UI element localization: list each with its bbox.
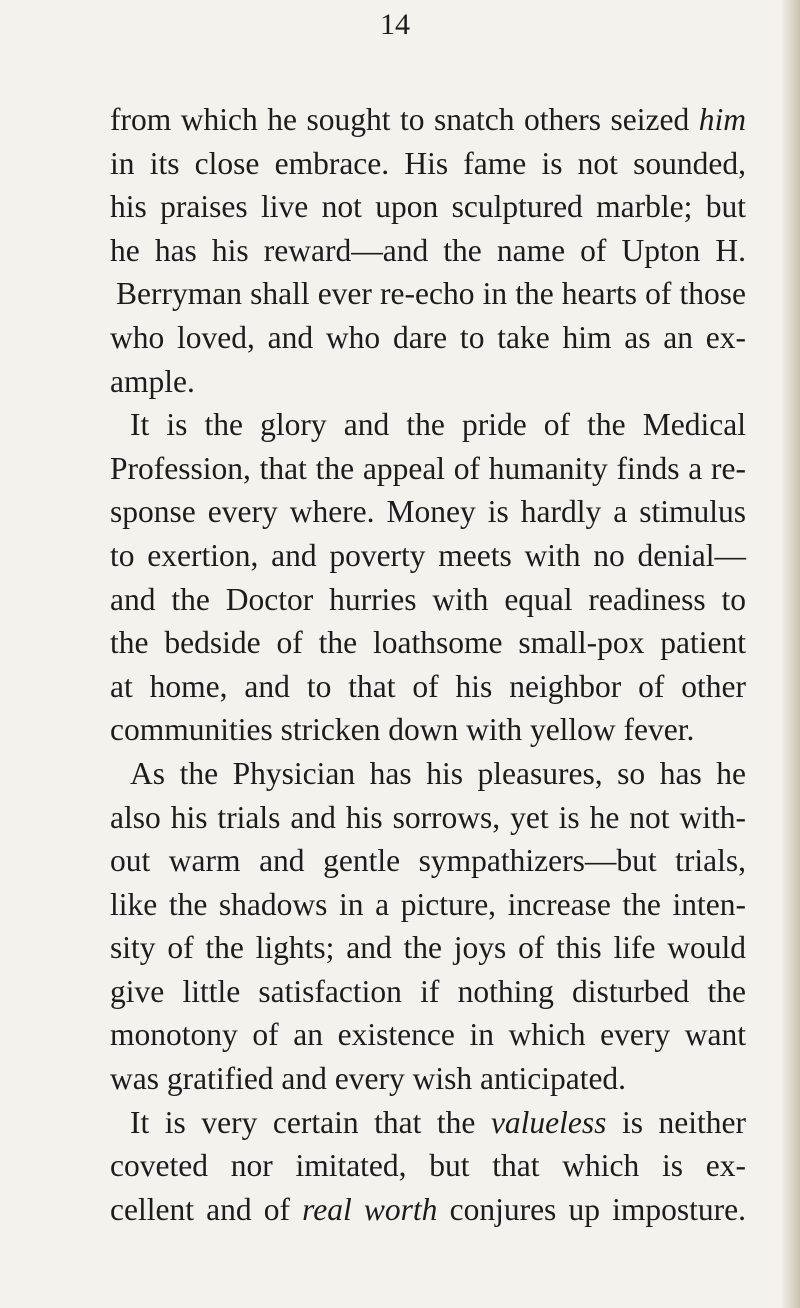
text-line <box>110 883 746 927</box>
text-segment: give little satisfaction if nothing disturbed the <box>110 973 746 1009</box>
text-line <box>110 1188 746 1232</box>
text-segment: was gratified and every wish anticipated. <box>110 1061 627 1097</box>
text-segment: sponse every where. Money is hardly a stimulus <box>110 494 746 530</box>
text-line <box>110 403 746 447</box>
text-line <box>110 926 746 970</box>
page-edge-shadow <box>782 0 800 1308</box>
text-segment: Berryman shall ever re-echo in the hearts of those <box>116 276 746 312</box>
text-line <box>110 272 746 316</box>
text-segment: coveted nor imitated, but that which is ex- <box>110 1148 746 1184</box>
text-segment: also his trials and his sorrows, yet is he not with- <box>110 799 746 835</box>
text-line <box>110 970 746 1014</box>
text-line <box>110 665 746 709</box>
text-line <box>110 490 746 534</box>
text-line <box>110 1013 746 1057</box>
text-segment: sity of the lights; and the joys of this life would <box>110 930 746 966</box>
text-line <box>110 98 746 142</box>
text-segment: As the Physician has his pleasures, so has he <box>130 755 746 791</box>
body-text <box>110 98 746 1231</box>
text-segment: at home, and to that of his neighbor of other <box>110 668 746 704</box>
text-segment: like the shadows in a picture, increase the inten- <box>110 886 746 922</box>
italic-text: valueless <box>490 1104 607 1140</box>
text-line <box>110 578 746 622</box>
text-line <box>110 316 746 360</box>
text-segment: who loved, and who dare to take him as an ex- <box>110 319 746 355</box>
text-segment: communities stricken down with yellow fever. <box>110 712 695 748</box>
text-line <box>110 1057 746 1101</box>
text-segment: Profession, that the appeal of humanity finds a re- <box>110 450 746 486</box>
text-segment: It is the glory and the pride of the Medical <box>130 407 746 443</box>
text-segment: his praises live not upon sculptured marble; but <box>110 189 746 225</box>
text-segment: in its close embrace. His fame is not sounded, <box>110 145 746 181</box>
text-line <box>110 360 746 404</box>
text-segment: cellent and of <box>110 1191 303 1227</box>
text-segment: he has his reward—and the name of Upton H. <box>110 232 746 268</box>
text-line <box>110 708 746 752</box>
text-line <box>110 621 746 665</box>
text-segment: from which he sought to snatch others seized <box>110 102 699 137</box>
text-segment: It is very certain that the <box>130 1104 491 1140</box>
italic-text: him <box>698 102 746 137</box>
text-segment: is neither <box>606 1104 746 1140</box>
italic-text: real worth <box>302 1191 438 1227</box>
text-line <box>110 142 746 186</box>
text-segment: the bedside of the loathsome small-pox patient <box>110 625 746 661</box>
text-segment: monotony of an existence in which every want <box>110 1017 746 1053</box>
page-number: 14 <box>380 8 410 41</box>
text-line <box>110 534 746 578</box>
text-segment: ample. <box>110 363 195 399</box>
text-segment: out warm and gentle sympathizers—but trials, <box>110 843 746 879</box>
text-segment: and the Doctor hurries with equal readiness to <box>110 581 746 617</box>
text-line <box>110 1101 746 1145</box>
text-line <box>110 839 746 883</box>
text-segment: to exertion, and poverty meets with no denial— <box>110 537 746 573</box>
text-line <box>110 185 746 229</box>
text-line <box>110 229 746 273</box>
text-line <box>110 1144 746 1188</box>
text-segment: conjures up imposture. <box>437 1191 747 1227</box>
text-line <box>110 796 746 840</box>
text-line <box>110 447 746 491</box>
text-line <box>110 752 746 796</box>
